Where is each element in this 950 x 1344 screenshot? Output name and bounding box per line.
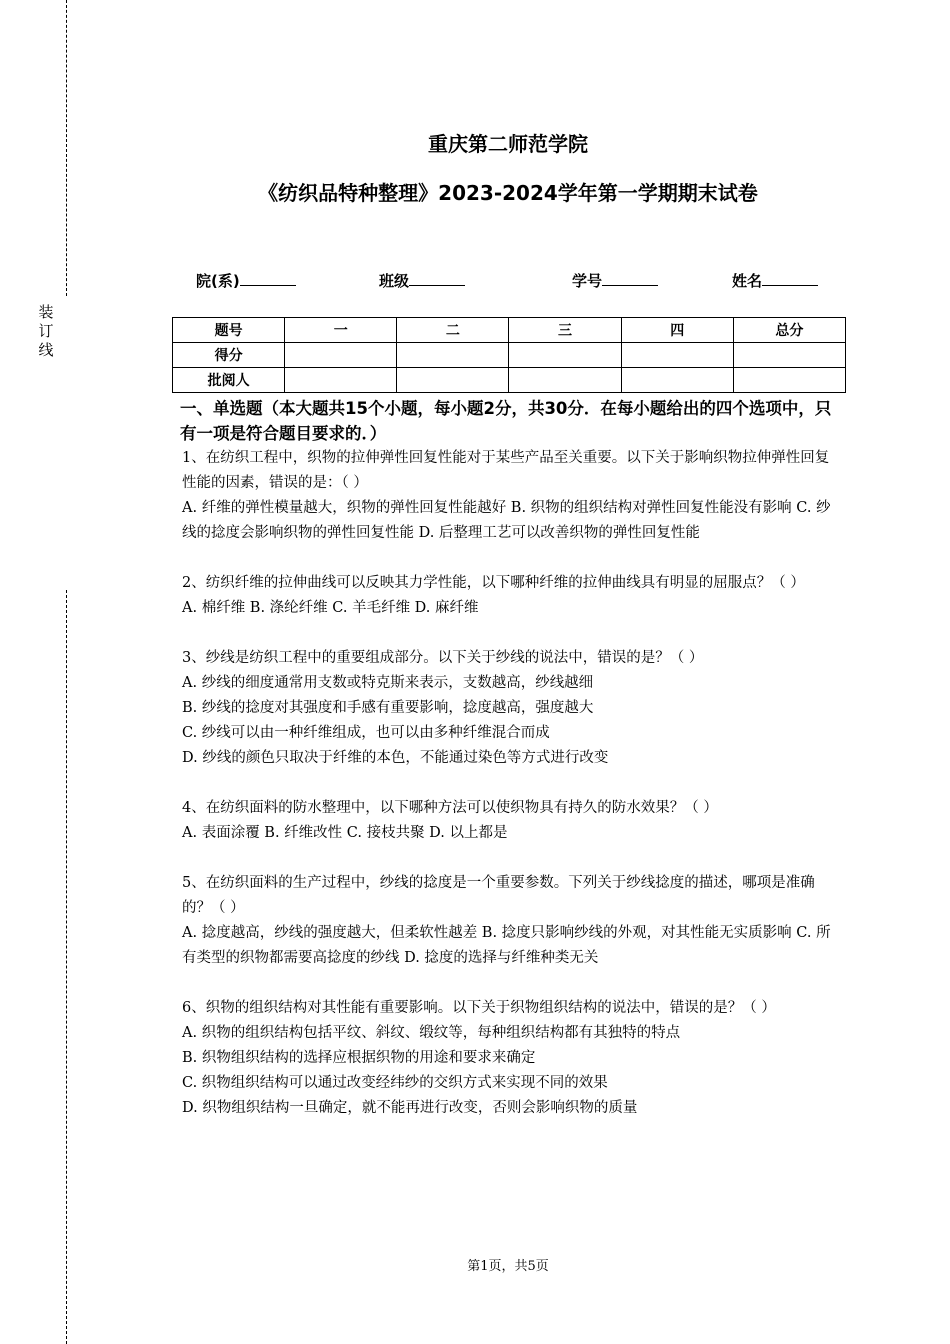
student-id-blank[interactable] xyxy=(602,270,658,286)
question-options: A. 棉纤维 B. 涤纶纤维 C. 羊毛纤维 D. 麻纤维 xyxy=(182,600,479,616)
name-label: 姓名 xyxy=(732,272,763,290)
question-option: B. 织物组织结构的选择应根据织物的用途和要求来确定 xyxy=(182,1050,536,1066)
score-header-cell: 总分 xyxy=(733,318,845,343)
question-option: A. 纱线的细度通常用支数或特克斯来表示，支数越高，纱线越细 xyxy=(182,675,594,691)
question-option: D. 织物组织结构一旦确定，就不能再进行改变，否则会影响织物的质量 xyxy=(182,1100,638,1116)
grader-row xyxy=(173,368,846,393)
school-name: 重庆第二师范学院 xyxy=(428,132,588,156)
question-stem: 6、织物的组织结构对其性能有重要影响。以下关于织物组织结构的说法中，错误的是？（ ） xyxy=(182,1000,776,1016)
score-table xyxy=(172,317,846,393)
department-label: 院(系) xyxy=(196,272,240,290)
binding-char: 订 xyxy=(38,322,54,340)
question-stem: 5、在纺织面料的生产过程中，纱线的捻度是一个重要参数。下列关于纱线捻度的描述，哪项是准确的？（ ） xyxy=(182,875,815,916)
question-options: A. 捻度越高，纱线的强度越大，但柔软性越差 B. 捻度只影响纱线的外观，对其性能无实质影响 C. 所有类型的织物都需要高捻度的纱线 D. 捻度的选择与纤维种类无关 xyxy=(182,925,831,966)
question-option: C. 纱线可以由一种纤维组成，也可以由多种纤维混合而成 xyxy=(182,725,550,741)
question-option: D. 纱线的颜色只取决于纤维的本色，不能通过染色等方式进行改变 xyxy=(182,750,609,766)
binding-char: 线 xyxy=(38,341,54,359)
name-field[interactable] xyxy=(732,270,818,291)
score-header-cell: 一 xyxy=(285,318,397,343)
question-options: A. 表面涂覆 B. 纤维改性 C. 接枝共聚 D. 以上都是 xyxy=(182,825,508,841)
question-options: A. 纤维的弹性模量越大，织物的弹性回复性能越好 B. 织物的组织结构对弹性回复性能没有影响 C. 纱线的捻度会影响织物的弹性回复性能 D. 后整理工艺可以改善织物的弹性回复性能 xyxy=(182,500,831,541)
spacer xyxy=(182,771,842,796)
section-heading: 一、单选题（本大题共15个小题，每小题2分，共30分．在每小题给出的四个选项中，只有一项是符合题目要求的．） xyxy=(180,399,832,443)
grader-cell[interactable] xyxy=(621,368,733,393)
question-option: A. 织物的组织结构包括平纹、斜纹、缎纹等，每种组织结构都有其独特的特点 xyxy=(182,1025,681,1041)
student-id-field[interactable] xyxy=(572,270,658,291)
binding-char: 装 xyxy=(38,303,54,321)
department-field[interactable] xyxy=(196,270,296,291)
score-header-cell: 题号 xyxy=(173,318,285,343)
grader-cell[interactable] xyxy=(285,368,397,393)
question-option: B. 纱线的捻度对其强度和手感有重要影响，捻度越高，强度越大 xyxy=(182,700,594,716)
binding-label xyxy=(37,303,55,360)
spacer xyxy=(182,971,842,996)
question-stem: 3、纱线是纺织工程中的重要组成部分。以下关于纱线的说法中，错误的是？（ ） xyxy=(182,650,704,666)
class-field[interactable] xyxy=(379,270,465,291)
department-blank[interactable] xyxy=(240,270,296,286)
score-header-cell: 三 xyxy=(509,318,621,343)
exam-title: 《纺织品特种整理》2023-2024学年第一学期期末试卷 xyxy=(258,181,758,205)
score-row-label: 得分 xyxy=(173,343,285,368)
question-stem: 4、在纺织面料的防水整理中，以下哪种方法可以使织物具有持久的防水效果？（ ） xyxy=(182,800,718,816)
question-stem: 2、纺织纤维的拉伸曲线可以反映其力学性能，以下哪种纤维的拉伸曲线具有明显的屈服点？（ ） xyxy=(182,575,805,591)
score-header-cell: 二 xyxy=(397,318,509,343)
score-cell[interactable] xyxy=(621,343,733,368)
question-section xyxy=(182,396,842,1121)
grader-cell[interactable] xyxy=(397,368,509,393)
question-stem: 1、在纺织工程中，织物的拉伸弹性回复性能对于某些产品至关重要。以下关于影响织物拉伸弹性回复性能的因素，错误的是：（ ） xyxy=(182,450,830,491)
score-header-cell: 四 xyxy=(621,318,733,343)
spacer xyxy=(182,621,842,646)
class-blank[interactable] xyxy=(409,270,465,286)
score-cell[interactable] xyxy=(733,343,845,368)
page-number: 第1页，共5页 xyxy=(467,1259,549,1274)
score-row xyxy=(173,343,846,368)
binding-line-bottom xyxy=(66,590,67,1344)
spacer xyxy=(182,546,842,571)
score-cell[interactable] xyxy=(285,343,397,368)
class-label: 班级 xyxy=(379,272,410,290)
spacer xyxy=(182,846,842,871)
question-option: C. 织物组织结构可以通过改变经纬纱的交织方式来实现不同的效果 xyxy=(182,1075,608,1091)
name-blank[interactable] xyxy=(762,270,818,286)
grader-cell[interactable] xyxy=(733,368,845,393)
grader-row-label: 批阅人 xyxy=(173,368,285,393)
score-cell[interactable] xyxy=(397,343,509,368)
score-table-header-row xyxy=(173,318,846,343)
grader-cell[interactable] xyxy=(509,368,621,393)
student-id-label: 学号 xyxy=(572,272,603,290)
score-cell[interactable] xyxy=(509,343,621,368)
